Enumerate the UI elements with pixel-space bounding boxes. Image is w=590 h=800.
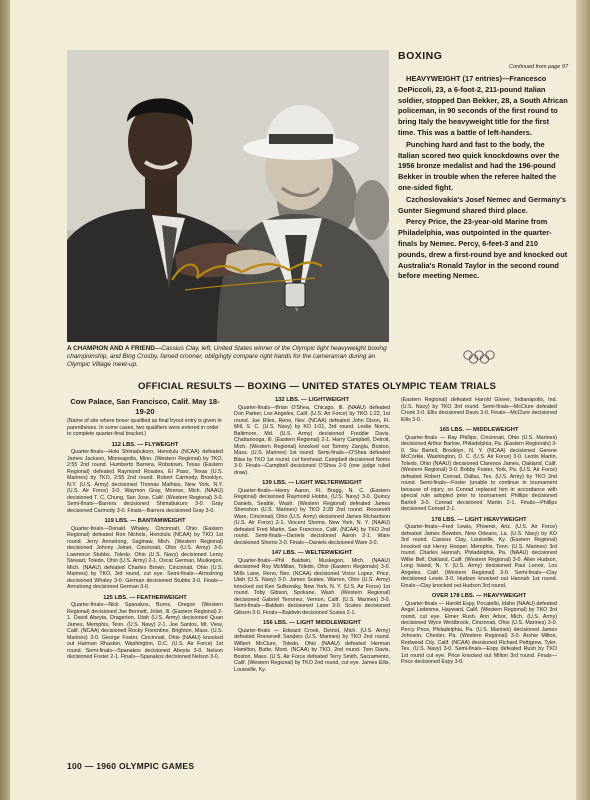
weight-class-results: Quarter-finals—Nick Spanakos, Burns, Oregon (Western Regional) decisioned Joe Bennett, Joliet, Ill. (Eastern Regional) 2-1. David Abeyta, Dragerton, Utah (U.S. Army) decisioned Quan James, Memphis, Tenn. (U.S. Navy) 2-1. Joe Santos, Mt. View, Calif. (NCAA) decisioned Rocky Fiorentino, Brighton, Mass. (U.S. Marines) 3-0. George Foster, Cincinnati, Ohio (NAAU) knocked out Harman Rhaston, Washington, D.C. (U.S. Air Force) 1st round. Semi-finals—Spanakos decisioned Abeyta 3-0. Nelson decisioned Foster 2-1. Finals—Spanakos decisioned Nelson 3-0. — [67, 602, 223, 660]
weight-class-results: Quarter-finals—Phil Baldwin, Muskegon, Mich. (NAAU) decisioned Roy McMillan, Toledo, Ohio (Eastern Regionals) 3-0. Mills Lane, Reno, Nev. (NCAA) decisioned Victor Lopez, Price, Utah (U.S. Navy) 3-0. James Scates, Warren, Ohio (U.S. Army) knocked out Ken Sufkovsky, New York, N. Y. (U.S. Air Force) 1st round. Toby Gibson, Spokane, Wash. (Western Regional) decisioned Gabriel Terronez, Vernon, Calif. (U.S. Marines) 3-0. Semi-finals—Baldwin decisioned Lane 3-0. Scates decisioned Gibson 3-0. Finals—Baldwin decisioned Scates 2-1. — [234, 557, 390, 616]
weight-class-title: 125 LBS. — FEATHERWEIGHT — [103, 594, 187, 601]
book-binding — [0, 0, 10, 800]
article-paragraph: HEAVYWEIGHT (17 entries)—Francesco DePiccoli, 23, a 6-foot-2, 211-pound Italian soldier, stopped Dan Bekker, 28, a South African policeman, in 90 seconds of the first round to bring Italy the heavyweight title for the first time. This was a battle of left-handers. — [398, 74, 568, 137]
caption-bold: A CHAMPION AND A FRIEND — [67, 345, 155, 352]
weight-class-results-continued: (Eastern Regional) defeated Harold Glover, Indianapolis, Ind. (U.S. Navy) by TKO 3rd round. Semi-finals—McClure defeated Crook 3-0. Ellis decisioned Davis 3-0. Finals—McClure decisioned Ellis 3-0. — [401, 397, 557, 423]
results-heading: OFFICIAL RESULTS — BOXING — UNITED STATES OLYMPIC TEAM TRIALS — [137, 381, 497, 392]
photo-clay-and-crosby — [67, 50, 389, 342]
weight-class-results: Quarter-finals—Fred Lewis, Phoenix, Ariz. (U.S. Air Force) defeated James Bowden, New Orleans, La. (U.S. Navy) by KO 3rd round. Cassius Clay, Louisville, Ky. (Eastern Regional) knocked out Henry Hooper, Memphis, Tenn. (U.S. Marines) 3rd round. Charles Hannah, Philadelphia, Pa. (NAAU) decisioned Willie Bell, Oakland, Calif. (Western Regional) 3-0. Allen Hudson, Long Island, N. Y. (U.S. Army) decisioned Paul Lenoir, Los Angeles, Calif. (Western Regional) 3-0. Semi-finals—Clay decisioned Lewis 3-0. Hudson knocked out Hannah 1st round. Finals—Clay knocked out Hudson 3rd round. — [401, 524, 557, 589]
weight-class-title: 132 LBS. — LIGHTWEIGHT — [274, 397, 350, 403]
caption-text: —Cassius Clay, left, United States winner of the Olympic light heavyweight boxing championship, and Bing Crosby, famed crooner, obligingly compare right hands for the cameraman during an Olympic Village meet-up. — [67, 345, 387, 368]
weight-class-results: Quarter-finals — Edward Crook, Detroit, Mich. (U.S. Army) defeated Roosevelt Sanders (U.S. Marines) by TKO 2nd round. Wilbert McClure, Toledo, Ohio (NAAU) defeated Herman Hamilton, Butte, Mont. (NCAA) by TKO, 2nd round. Tom Davis, Boston, Mass. (U.S. Air Force defeated Terry Smith, Sacramento, Calif. (Western Regional) by TKO 2nd round, cut eye. James Ellis, Louisville, Ky. — [234, 627, 390, 673]
weight-class-title: 119 LBS. — BANTAMWEIGHT — [104, 518, 186, 524]
article-paragraph: Percy Price, the 23-year-old Marine from Philadelphia, was outpointed in the quarter-finals by Nemec. Percy, 6-feet-3 and 210 pounds, drew a first-round bye and knocked out Australia's Ronald Taylor in the second round before meeting Nemec. — [398, 217, 568, 281]
weight-class-title: 178 LBS. — LIGHT HEAVYWEIGHT — [431, 516, 527, 523]
olympic-rings-icon — [462, 350, 496, 364]
weight-class-results: Quarter-finals—Hoki Shimabukuro, Honolulu (NCAA) defeated James Jackson, Minneapolis, Minn. (Western Regional) by TKO, 2:55 2nd round. Humberto Barrera, Robstown, Texas (Eastern Regional) defeated Raymond Rosales, El Paso, Texas (U.S. Marines) by TKO, 2:55 2nd round. Robert Carmody, Brooklyn, N.Y. (U.S. Army) decisioned Thomas Mathias, New York, N.Y. (U.S. Air Force) 3-0. Waymon Gray, Monroe, Mich. (NAAU) decisioned T. C. Chung, San Jose, Calif. (Western Regional) 3-0. Semi-finals—Barrera decisioned Shimabukuro 3-0. Gray decisioned Carmody 3-0. Finals—Barrera decisioned Gray 3-0. — [67, 449, 223, 514]
results-column-3 — [401, 397, 557, 667]
results-column-2 — [234, 397, 390, 674]
weight-class-results: Quarter-finals—Donald Whaley, Cincinnati, Ohio (Eastern Regional) defeated Ron Nichols, Honolulu (NCAA) by TKO 1st round. Jerry Armstrong, Saginaw, Mich. (Western Regional) decisioned Johnny Joiner, Cincinnati, Ohio (U.S. Army) 3-0. Lawrence Stubbs, Toledo, Ohio (U.S. Navy) decisioned Leroy Stewart, Toledo, Ohio (U.S. Army) 2-1. Oscar German, Muskegon, Mich. (NAAU) defeated Charles Brown, Cincinnati, Ohio (U.S. Marines) by TKO, 3rd round, cut eye. Semi-finals—Armstrong decisioned Whaley 3-0. German decisioned Stubbs 3-0. Finals—Armstrong decisioned German 3-0. — [67, 525, 223, 590]
photo-caption — [67, 345, 389, 369]
continued-note: Continued from page 97 — [508, 64, 568, 70]
venue: Cow Palace, San Francisco, Calif. May 18-19-20 — [70, 397, 220, 416]
weight-class-title: 165 LBS. — MIDDLEWEIGHT — [439, 427, 519, 433]
boxing-article — [398, 50, 568, 283]
page-footer: 100 — 1960 OLYMPIC GAMES — [67, 761, 195, 771]
article-paragraph: Punching hard and fast to the body, the Italian scored two quick knockdowns over the 1956 bronze medalist and had the 196-pound Bekker in trouble when the referee halted the one-sided fight. — [398, 139, 560, 192]
article-title: BOXING — [398, 50, 443, 62]
page-edge — [576, 0, 590, 800]
weight-class-results: Quarter-finals—Brian O'Shea, Chicago, Ill. (NAAU) defeated Don Parker, Los Angeles, Calif. (U.S. Air Force) by TKO 1:22, 1st round. Joe Riles, Reno, Nev. (NCAA) defeated John Dixon, Ft. Mill, S. C. (U.S. Navy) by KO 1:01, 3rd round. Leslie Norris, Baltimore, Md. (U.S. Army) decisioned Freddie Davis, Chattanooga, Ill. (Eastern Regional) 2-1. Harry Campbell, Detroit, Mich. (Western Regional) knocked out Tommy Zangla, Boston, Mass. (U.S. Marines) 1st round. Semi-finals—O'Shea defeated Bliss by TKO 1st round, cut forehead. Campbell decisioned Norris 3-0. Finals—Campbell decisioned O'Shea 2-0 (one judge ruled draw). — [234, 404, 390, 476]
qualifier-note: (Name of site where boxer qualified as final tryout entry is given in parentheses. In some cases, two qualifiers were entered in order to complete quarter-final bracket.) — [67, 418, 222, 437]
weight-class-results: Quarter-finals — Ray Phillips, Cincinnati, Ohio (U.S. Marines) decisioned Arthur Barlow, Philadelphia, Pa. (Eastern Regionals) 3-0. Stu Bartell, Brooklyn, N. Y. (NCAA) decisioned Gerene McCorkle, Washington, D. C. (U.S. Air Force) 3-0. Leotis Martin, Toledo, Ohio (NAAU) decisioned Clarence James, Oakland, Calif. (Western Regional) 3-0. Bobby Foster, York, Pa. (U.S. Air Force) defeated Robert Conrad, Dallas, Tex. (U.S. Army) by TKO 2nd round. Semi-finals—Foster (unable to continue in tournament because of injury, so Conrad replaced him in accordance with special rule adopted prior to tournament. Phillips decisioned Bartell 3-0. Conrad decisioned Martin 2-1. Finals—Phillips decisioned Conrad 2-1. — [401, 434, 557, 512]
weight-class-title: 147 LBS. — WELTERWEIGHT — [271, 550, 353, 556]
results-column-1 — [67, 397, 223, 662]
weight-class-title: 156 LBS. — LIGHT MIDDLEWEIGHT — [263, 620, 361, 626]
weight-class-title: 139 LBS. — LIGHT WELTERWEIGHT — [262, 480, 362, 486]
weight-class-results: Quarter-finals — Harold Espy, Pocatello, Idaho (NAAU) defeated Angel Ledesma, Hayward, Calif. (Western Regional) by TKO 3rd round, cut eye. Elmer Rush, Ann Arbor, Mich. (U.S. Army) decisioned Wyce Westbrook, Cincinnati, Ohio (U.S. Marines) 3-0. Percy Price, Philadelphia, Pa. (U.S. Marines) decisioned James Johnson, Chester, Pa. (Western Regional) 3-0. Archie Milton, Redwood City, Calif. (NCAA) decisioned Richard Pettigrew, Tyler, Tex. (U.S. Navy) 3-0. Semi-finals—Espy defeated Rush by TKO 1st round cut eye. Price knocked out Milton 3rd round. Finals—Price decisioned Espy 3-0. — [401, 600, 557, 665]
weight-class-results: Quarter-finals—Henry Aaron, Ft. Bragg, N. C. (Eastern Regional) decisioned Raymond Hobbs, (U.S. Navy) 3-0. Quincy Daniels, Seattle, Wash. (Western Regional) defeated James Shenshon (U.S. Marines) by TKO 2:28 2nd round. Roosevelt Ware, Cincinnati, Ohio (U.S. Army) decisioned James Richardson (U.S. Air Force) 2-1. Vincent Shomo, New York, N. Y. (NAAU) defeated Fred Martin, San Francisco, Calif. (NCAA) by TKO 2nd round. Semi-finals—Daniels decisioned Aaron 2-1. Ware decisioned Shomo 3-0. Finals—Daniels decisioned Ware 3-0. — [234, 487, 390, 546]
weight-class-title: 112 LBS. — FLYWEIGHT — [111, 441, 179, 448]
article-paragraph: Czchoslovakia's Josef Nemec and Germany's Gunter Siegmund shared third place. — [398, 194, 567, 215]
magazine-page — [10, 0, 576, 800]
weight-class-title: OVER 178 LBS. — HEAVYWEIGHT — [431, 593, 527, 599]
